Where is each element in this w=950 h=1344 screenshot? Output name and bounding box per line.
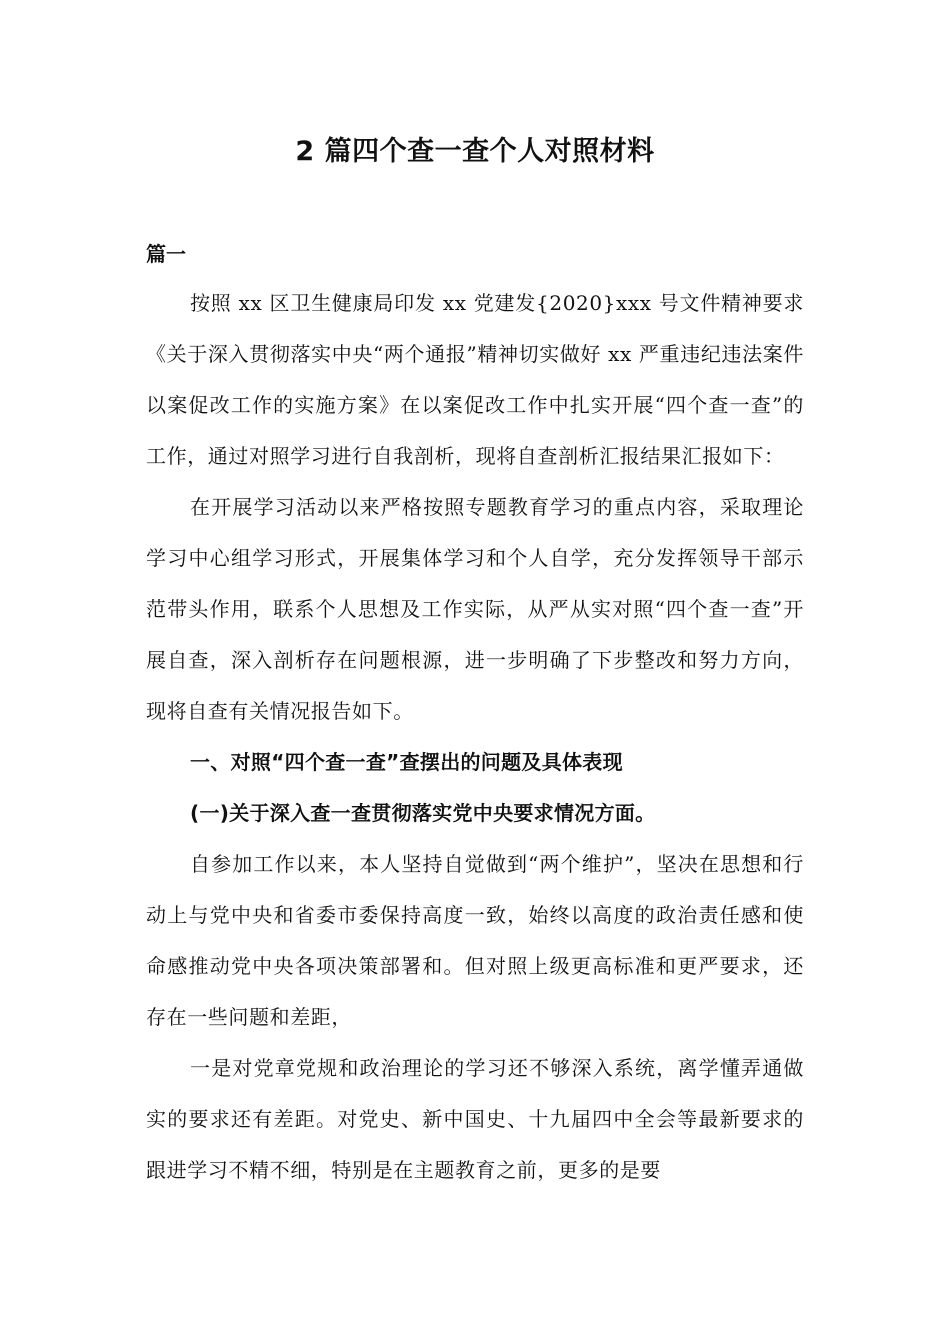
document-title: 2 篇四个查一查个人对照材料 <box>295 136 655 167</box>
paragraph: 一是对党章党规和政治理论的学习还不够深入系统，离学懂弄通做实的要求还有差距。对党史、新中国史、十九届四中全会等最新要求的跟进学习不精不细，特别是在主题教育之前，更多的是要 <box>146 1056 804 1182</box>
section-heading: 一、对照“四个查一查”查摆出的问题及具体表现 <box>190 750 623 774</box>
paragraph: 在开展学习活动以来严格按照专题教育学习的重点内容，采取理论学习中心组学习形式，开展集体学习和个人自学，充分发挥领导干部示范带头作用，联系个人思想及工作实际，从严从实对照“四个查一查”开展自查，深入剖析存在问题根源，进一步明确了下步整改和努力方向，现将自查有关情况报告如下。 <box>146 495 804 723</box>
paragraph: 按照 xx 区卫生健康局印发 xx 党建发{2020}xxx 号文件精神要求《关于深入贯彻落实中央“两个通报”精神切实做好 xx 严重违纪违法案件以案促改工作的实施方案》在以案促改工作中扎实开展“四个查一查”的工作，通过对照学习进行自我剖析，现将自查剖析汇报结果汇报如下： <box>146 291 804 468</box>
section-label: 篇一 <box>146 242 186 266</box>
subsection-heading: (一)关于深入查一查贯彻落实党中央要求情况方面。 <box>190 801 656 825</box>
paragraph: 自参加工作以来，本人坚持自觉做到“两个维护”，坚决在思想和行动上与党中央和省委市委保持高度一致，始终以高度的政治责任感和使命感推动党中央各项决策部署和。但对照上级更高标准和更严要求，还存在一些问题和差距， <box>146 852 804 1029</box>
